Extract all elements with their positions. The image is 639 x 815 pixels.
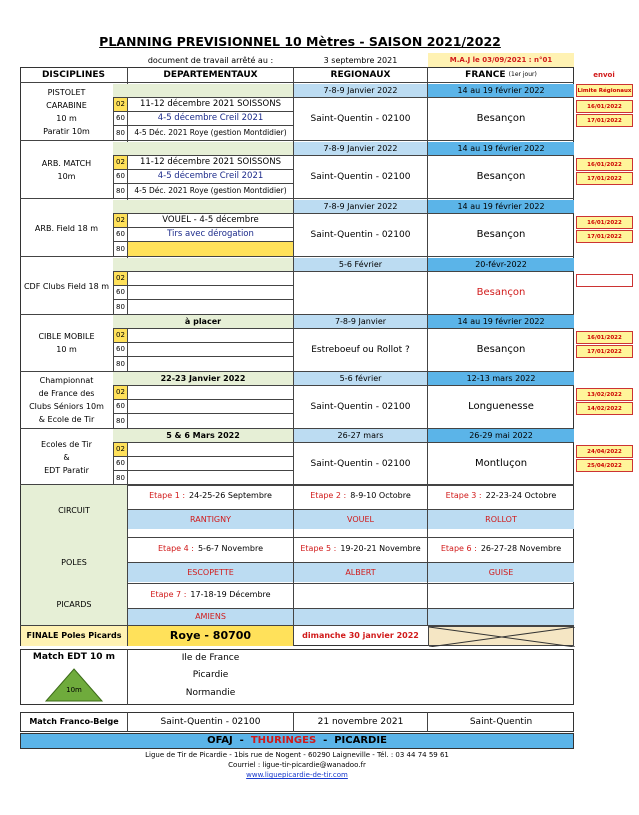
envoi-date-badge: 17/01/2022 bbox=[576, 172, 633, 185]
dept-code: 80 bbox=[113, 300, 128, 314]
dept-event bbox=[128, 414, 293, 428]
dept-event: VOUEL - 4-5 décembre bbox=[128, 214, 293, 228]
ofaj-prefix: OFAJ - bbox=[207, 735, 251, 747]
regional-date: 7-8-9 Janvier 2022 bbox=[294, 200, 427, 214]
match-edt-region-3: Normandie bbox=[185, 687, 236, 698]
etape-col-divider bbox=[293, 484, 294, 625]
etape-header bbox=[294, 485, 427, 507]
discipline-label bbox=[21, 258, 112, 314]
france-place: Besançon bbox=[476, 229, 526, 241]
france-place: Besançon bbox=[476, 113, 526, 125]
france-place: Besançon bbox=[476, 287, 526, 299]
dept-code: 02 bbox=[113, 329, 128, 343]
envoi-date-badge: 17/01/2022 bbox=[576, 114, 633, 127]
dept-code: 02 bbox=[113, 214, 128, 228]
discipline-label bbox=[21, 372, 112, 428]
discipline-line: 10 m bbox=[56, 345, 77, 354]
section-divider bbox=[20, 140, 574, 141]
finale-date: dimanche 30 janvier 2022 bbox=[302, 631, 419, 641]
regional-place: Estreboeuf ou Rollot ? bbox=[311, 344, 410, 355]
doc-arrete-label: document de travail arrêté au : bbox=[147, 55, 274, 65]
dept-event bbox=[128, 471, 293, 485]
etape-dates: 5-6-7 Novembre bbox=[197, 544, 263, 554]
france-place: Longuenesse bbox=[468, 401, 534, 413]
finale-place: Roye - 80700 bbox=[128, 626, 293, 646]
dept-code: 02 bbox=[113, 98, 128, 112]
header-france bbox=[428, 68, 574, 82]
dept-top-cell bbox=[113, 84, 293, 98]
regional-place: Saint-Quentin - 02100 bbox=[310, 171, 411, 182]
etape-dates: 8-9-10 Octobre bbox=[350, 491, 411, 501]
dept-event: 4-5 décembre Creil 2021 bbox=[128, 112, 293, 126]
regional-date: 7-8-9 Janvier bbox=[294, 315, 427, 329]
france-date: 14 au 19 février 2022 bbox=[428, 200, 574, 214]
franco-belge-dept: Saint-Quentin - 02100 bbox=[160, 716, 261, 727]
envoi-date-badge: 14/02/2022 bbox=[576, 402, 633, 415]
dept-top-cell bbox=[113, 200, 293, 214]
dept-code: 60 bbox=[113, 400, 128, 414]
footer-address: Ligue de Tir de Picardie - 1bis rue de Nogent - 60290 Laigneville - Tél. : 03 44 74 59 61 bbox=[145, 751, 449, 760]
envoi-date-badge: 16/01/2022 bbox=[576, 331, 633, 344]
dept-event bbox=[128, 400, 293, 414]
discipline-line: PISTOLET bbox=[47, 88, 86, 97]
etape-dates: 26-27-28 Novembre bbox=[480, 544, 562, 554]
etape-place: ALBERT bbox=[294, 562, 427, 582]
dept-code: 02 bbox=[113, 443, 128, 457]
etape-label: Etape 1 : bbox=[149, 491, 186, 501]
dept-event bbox=[128, 286, 293, 300]
dept-code: 60 bbox=[113, 228, 128, 242]
ofaj-suffix: - PICARDIE bbox=[316, 735, 387, 747]
regional-place: Saint-Quentin - 02100 bbox=[310, 458, 411, 469]
etape-col-divider bbox=[427, 484, 428, 625]
envoi-empty-badge bbox=[576, 274, 633, 287]
envoi-date-badge: 16/01/2022 bbox=[576, 100, 633, 113]
header-departementaux: DEPARTEMENTAUX bbox=[163, 69, 258, 80]
dept-top-cell bbox=[113, 258, 293, 272]
maj-note: M.A.J le 03/09/2021 : n°01 bbox=[428, 53, 574, 67]
envoi-date-badge: 13/02/2022 bbox=[576, 388, 633, 401]
france-place: Besançon bbox=[476, 344, 526, 356]
france-date: 12-13 mars 2022 bbox=[428, 372, 574, 386]
france-date: 14 au 19 février 2022 bbox=[428, 315, 574, 329]
etape-header bbox=[428, 538, 574, 560]
dept-code: 60 bbox=[113, 112, 128, 126]
discipline-label bbox=[21, 142, 112, 198]
discipline-line: de France des bbox=[38, 389, 95, 398]
circuit-label: CIRCUIT bbox=[58, 506, 90, 516]
dept-event: Tirs avec dérogation bbox=[128, 228, 293, 242]
etape-dates: 22-23-24 Octobre bbox=[485, 491, 557, 501]
envoi-date-badge: 16/01/2022 bbox=[576, 216, 633, 229]
match-edt-label: Match EDT 10 m bbox=[32, 652, 116, 663]
regional-date: 26-27 mars bbox=[294, 429, 427, 443]
france-place: Besançon bbox=[476, 171, 526, 183]
section-divider bbox=[20, 256, 574, 257]
dept-code: 60 bbox=[113, 343, 128, 357]
discipline-line: 10m bbox=[57, 172, 76, 181]
france-date: 26-29 mai 2022 bbox=[428, 429, 574, 443]
header-france-label: FRANCE bbox=[465, 69, 506, 80]
etape-row-divider bbox=[128, 537, 574, 538]
finale-label: FINALE Poles Picards bbox=[21, 626, 127, 646]
etape-label: Etape 6 : bbox=[440, 544, 477, 554]
discipline-line: & bbox=[63, 452, 70, 462]
poles-label: POLES bbox=[61, 558, 87, 568]
etape-empty-cell bbox=[428, 584, 574, 606]
envoi-date-badge: 17/01/2022 bbox=[576, 345, 633, 358]
triangle-badge-label: 10m bbox=[66, 685, 82, 694]
etape-place: ROLLOT bbox=[428, 509, 574, 529]
discipline-line: EDT Paratir bbox=[44, 465, 89, 475]
envoi-date-badge: 17/01/2022 bbox=[576, 230, 633, 243]
discipline-line: ARB. MATCH bbox=[41, 159, 92, 168]
etape-header bbox=[294, 538, 427, 560]
dept-event bbox=[128, 357, 293, 371]
etape-label: Etape 4 : bbox=[158, 544, 194, 554]
section-divider bbox=[20, 198, 574, 199]
dept-top-cell: 22-23 Janvier 2022 bbox=[113, 372, 293, 386]
dept-code: 60 bbox=[113, 457, 128, 471]
dept-event bbox=[128, 343, 293, 357]
discipline-line: Ecoles de Tir bbox=[41, 439, 92, 449]
discipline-line: CDF Clubs Field 18 m bbox=[23, 281, 110, 291]
envoi-date-badge: 16/01/2022 bbox=[576, 158, 633, 171]
etape-place: RANTIGNY bbox=[128, 509, 293, 529]
finale-div-2 bbox=[293, 626, 294, 646]
ofaj-banner bbox=[20, 733, 574, 749]
dept-code: 60 bbox=[113, 286, 128, 300]
discipline-line: 10 m bbox=[56, 114, 77, 123]
dept-event bbox=[128, 242, 293, 256]
dept-event: 4-5 Déc. 2021 Roye (gestion Montdidier) bbox=[134, 185, 287, 195]
regional-date: 5-6 février bbox=[294, 372, 427, 386]
france-date: 14 au 19 février 2022 bbox=[428, 84, 574, 98]
etape-place: VOUEL bbox=[294, 509, 427, 529]
etape-place: ESCOPETTE bbox=[128, 562, 293, 582]
franco-belge-label: Match Franco-Belge bbox=[29, 717, 119, 727]
discipline-line: & Ecole de Tir bbox=[38, 415, 95, 424]
dept-event bbox=[128, 457, 293, 471]
discipline-label bbox=[21, 84, 112, 140]
etape-place: GUISE bbox=[428, 562, 574, 582]
dept-code: 80 bbox=[113, 126, 128, 140]
discipline-line: Paratir 10m bbox=[43, 127, 90, 136]
regional-place: Saint-Quentin - 02100 bbox=[310, 401, 411, 412]
discipline-label bbox=[21, 315, 112, 371]
discipline-label bbox=[21, 429, 112, 485]
envoi-date-badge: 25/04/2022 bbox=[576, 459, 633, 472]
etape-empty-place bbox=[294, 608, 427, 625]
etape-label: Etape 3 : bbox=[445, 491, 482, 501]
franco-belge-place: Saint-Quentin bbox=[469, 716, 533, 727]
discipline-line: CIBLE MOBILE bbox=[38, 332, 95, 341]
dept-code: 80 bbox=[113, 471, 128, 485]
discipline-line: Championnat bbox=[39, 376, 94, 385]
regional-date: 7-8-9 Janvier 2022 bbox=[294, 84, 427, 98]
etape-row-divider bbox=[128, 583, 574, 584]
dept-code: 80 bbox=[113, 242, 128, 256]
dept-event: 11-12 décembre 2021 SOISSONS bbox=[128, 98, 293, 112]
etape-label: Etape 2 : bbox=[310, 491, 347, 501]
match-edt-region-1: Ile de France bbox=[181, 652, 240, 663]
footer-website-link[interactable]: www.liguepicardie-de-tir.com bbox=[246, 771, 348, 780]
france-date: 14 au 19 février 2022 bbox=[428, 142, 574, 156]
etape-header bbox=[128, 485, 293, 507]
discipline-label bbox=[21, 200, 112, 256]
etape-header bbox=[428, 485, 574, 507]
etape-header bbox=[128, 538, 293, 560]
etape-empty-cell bbox=[294, 584, 427, 606]
doc-date: 3 septembre 2021 bbox=[323, 55, 398, 65]
limite-regionaux-badge: Limite Régionaux bbox=[576, 84, 633, 97]
dept-code: 80 bbox=[113, 414, 128, 428]
etape-place: AMIENS bbox=[128, 608, 293, 625]
dept-code: 60 bbox=[113, 170, 128, 184]
discipline-line: Clubs Séniors 10m bbox=[29, 402, 104, 411]
dept-event: 4-5 décembre Creil 2021 bbox=[128, 170, 293, 184]
etape-label: Etape 5 : bbox=[300, 544, 337, 554]
dept-code: 02 bbox=[113, 272, 128, 286]
dept-event bbox=[128, 272, 293, 286]
discipline-line: ARB. Field 18 m bbox=[34, 223, 99, 233]
ofaj-middle: THURINGES bbox=[250, 735, 317, 747]
france-date: 20-févr-2022 bbox=[428, 258, 574, 272]
regional-place: Saint-Quentin - 02100 bbox=[310, 113, 411, 124]
header-disciplines: DISCIPLINES bbox=[41, 69, 106, 80]
dept-event bbox=[128, 300, 293, 314]
dept-event bbox=[128, 329, 293, 343]
regional-place: Saint-Quentin - 02100 bbox=[310, 229, 411, 240]
picards-label: PICARDS bbox=[56, 600, 92, 610]
dept-event bbox=[128, 386, 293, 400]
dept-code: 80 bbox=[113, 357, 128, 371]
dept-event: 11-12 décembre 2021 SOISSONS bbox=[128, 156, 293, 170]
regional-date: 5-6 Février bbox=[294, 258, 427, 272]
match-edt-region-2: Picardie bbox=[192, 669, 229, 680]
footer-email: Courriel : ligue-tir-picardie@wanadoo.fr bbox=[228, 761, 366, 770]
franco-belge-date: 21 novembre 2021 bbox=[317, 716, 404, 727]
page-title: PLANNING PREVISIONNEL 10 Mètres - SAISON 2021/2022 bbox=[99, 33, 501, 49]
header-envoi: envoi bbox=[593, 70, 615, 79]
header-france-note: (1er jour) bbox=[508, 70, 537, 78]
dept-top-cell: à placer bbox=[113, 315, 293, 329]
regional-date: 7-8-9 Janvier 2022 bbox=[294, 142, 427, 156]
envoi-date-badge: 24/04/2022 bbox=[576, 445, 633, 458]
etape-dates: 19-20-21 Novembre bbox=[340, 544, 421, 554]
etape-dates: 17-18-19 Décembre bbox=[190, 590, 271, 600]
dept-top-cell bbox=[113, 142, 293, 156]
dept-code: 02 bbox=[113, 156, 128, 170]
dept-code: 80 bbox=[113, 184, 128, 198]
etape-dates: 24-25-26 Septembre bbox=[189, 491, 272, 501]
regional-place bbox=[294, 272, 427, 314]
dept-top-cell: 5 & 6 Mars 2022 bbox=[113, 429, 293, 443]
dept-event: 4-5 Déc. 2021 Roye (gestion Montdidier) bbox=[134, 127, 287, 137]
discipline-line: CARABINE bbox=[46, 101, 87, 110]
etape-label: Etape 7 : bbox=[150, 590, 187, 600]
header-divider bbox=[20, 82, 574, 83]
dept-code: 02 bbox=[113, 386, 128, 400]
france-place: Montluçon bbox=[474, 458, 528, 470]
header-regionaux: REGIONAUX bbox=[330, 69, 391, 80]
finale-empty-crossed bbox=[428, 626, 574, 646]
etape-empty-place bbox=[428, 608, 574, 625]
etape-header bbox=[128, 584, 293, 606]
dept-event bbox=[128, 443, 293, 457]
